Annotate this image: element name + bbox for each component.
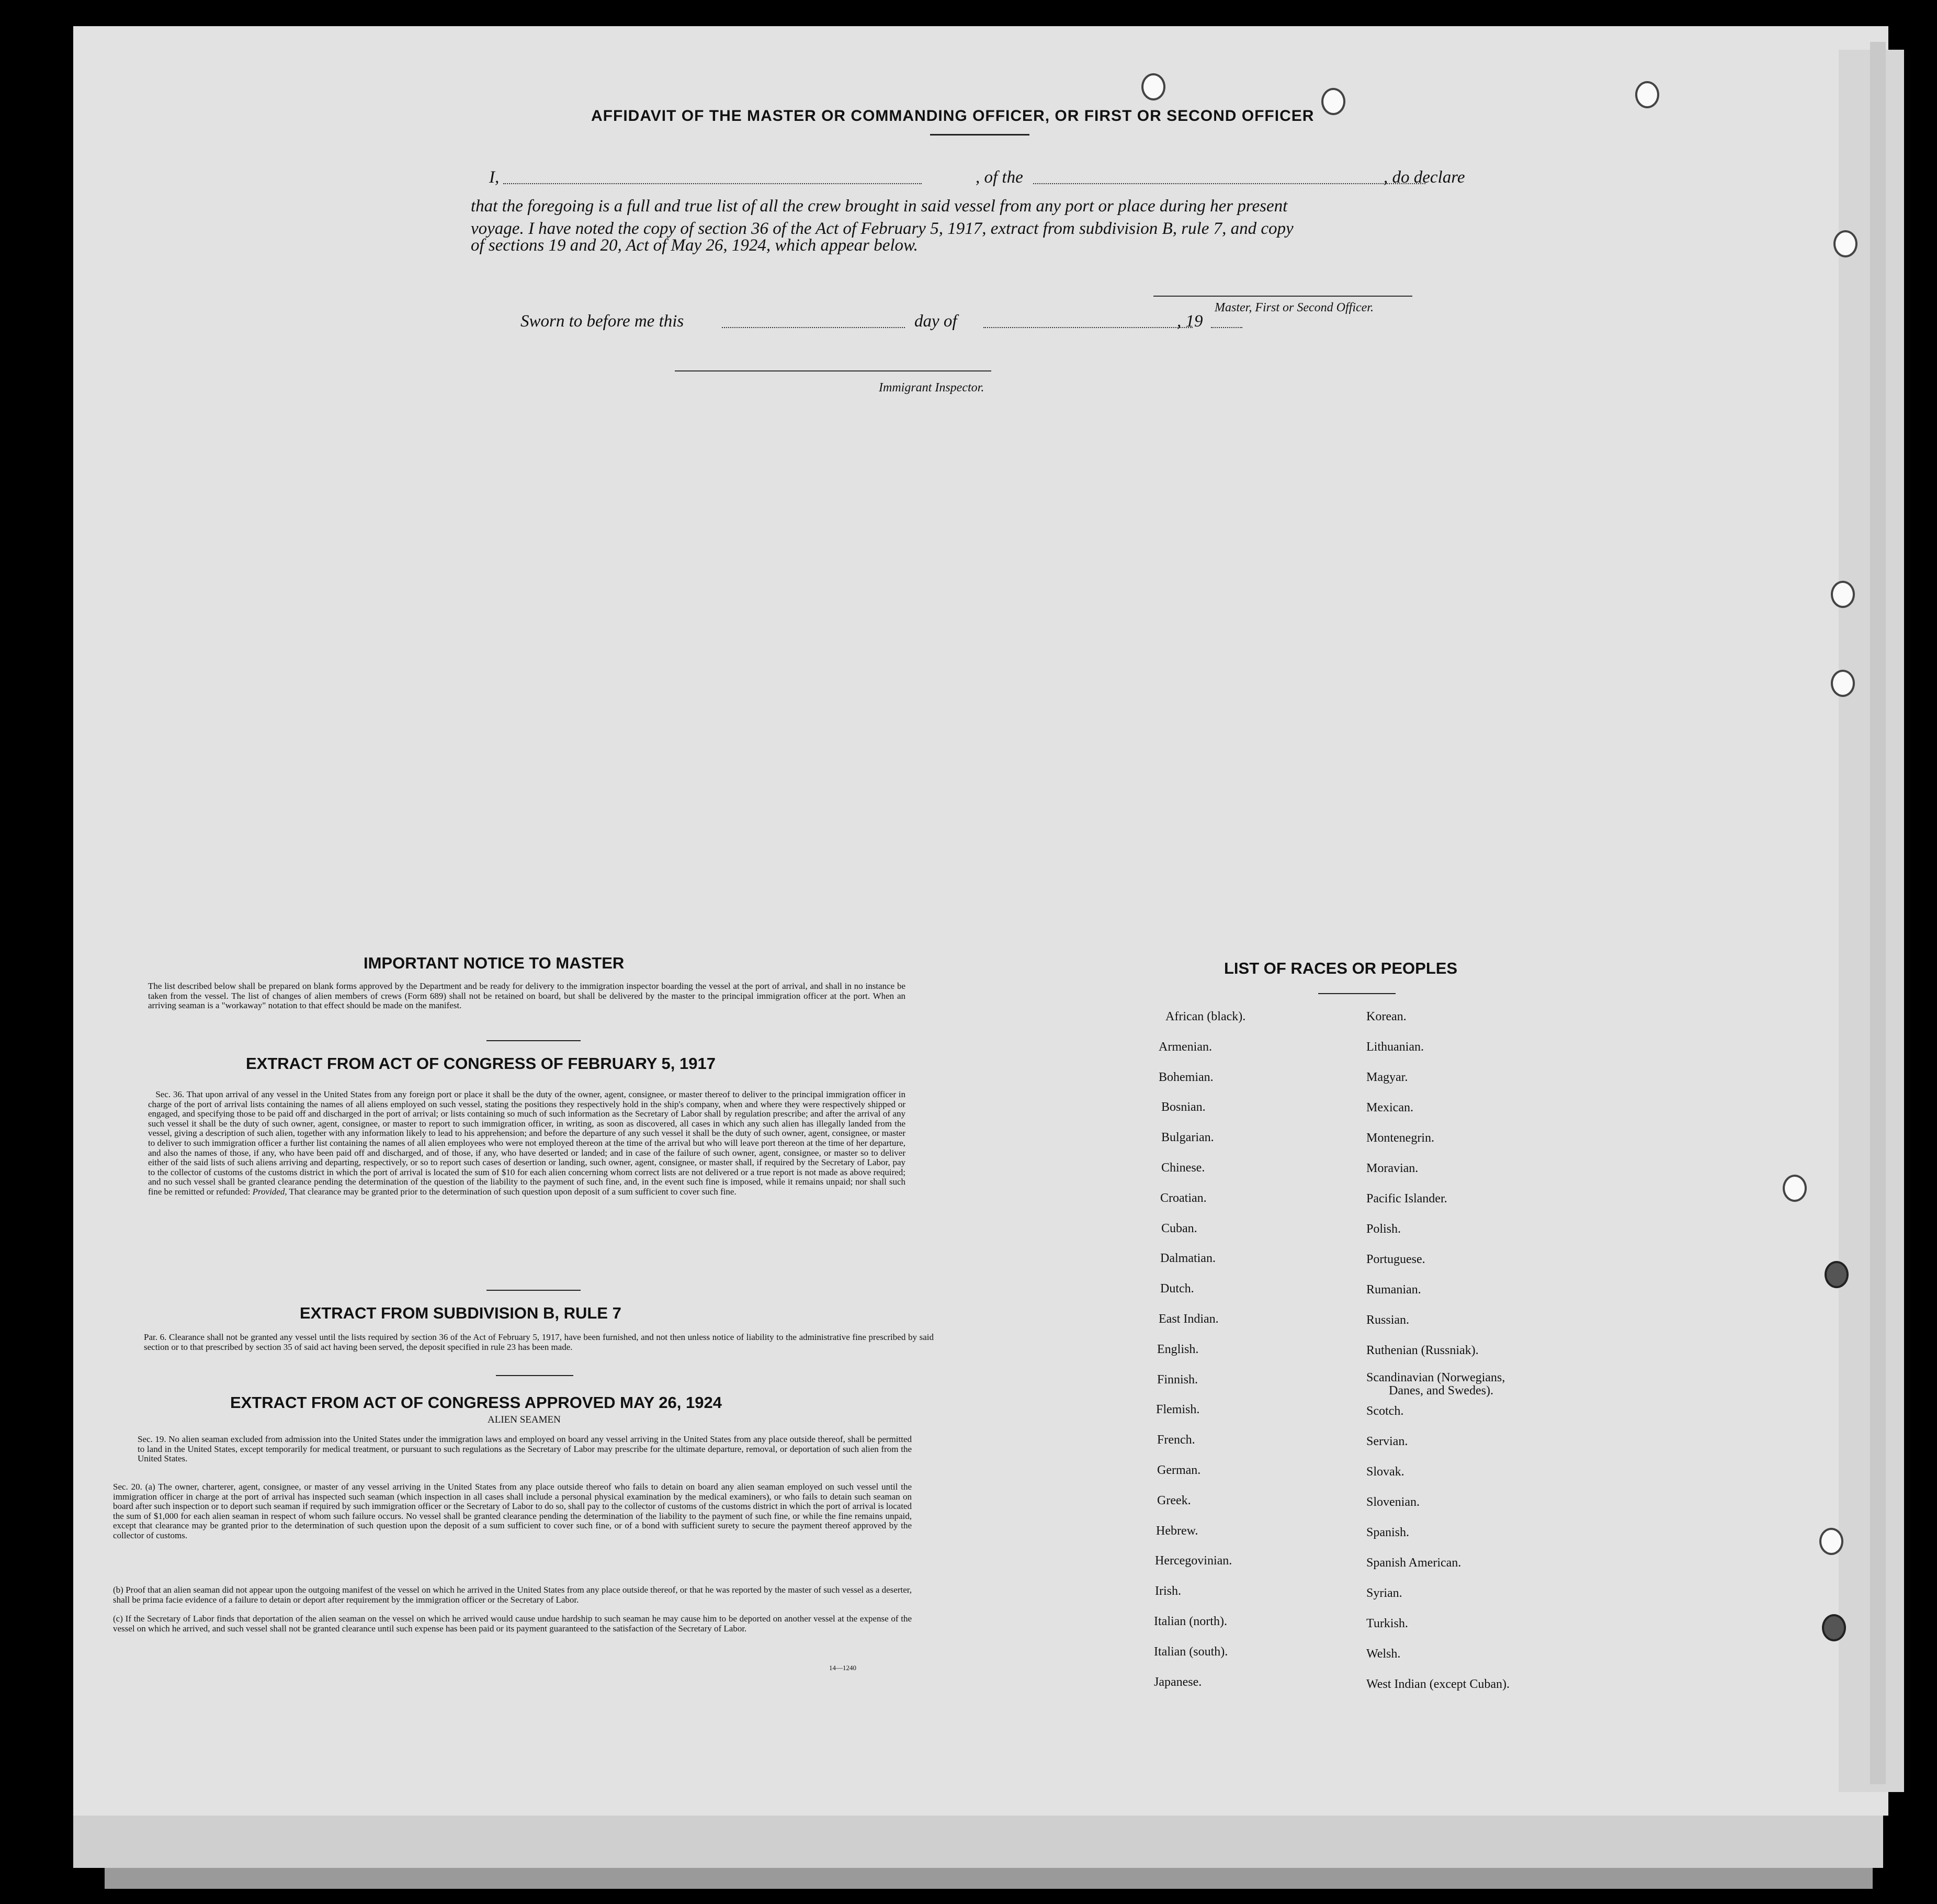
sec20c-text: (c) If the Secretary of Labor finds that deportation of the alien seaman on the vessel on which he arrived would cause undue hardship to such seaman he may cause him to be deported on another vessel at the expense of the vessel on which he arrived, and such vessel shall not be granted clearance until such expense has been paid or its payment guaranteed to the satisfaction of the Secretary of Labor. bbox=[113, 1614, 912, 1633]
race-item: Japanese. bbox=[1154, 1675, 1202, 1689]
race-item: Hebrew. bbox=[1156, 1524, 1198, 1538]
rule7-title: EXTRACT FROM SUBDIVISION B, RULE 7 bbox=[300, 1304, 621, 1322]
race-item: Portuguese. bbox=[1366, 1253, 1425, 1266]
race-item: Dutch. bbox=[1160, 1282, 1194, 1296]
notice-text: The list described below shall be prepared on blank forms approved by the Department and be ready for delivery to the immigration inspector boarding the vessel at the port of arrival, and shall in no instance be taken from the vessel. The list of changes of alien members of crews (Form 689) shall not be retained on board, but shall be delivered by the master to the principal immigration officer at the port. When an arriving seaman is a "workaway" notation to that effect should be made on the manifest. bbox=[148, 981, 905, 1011]
race-item: Lithuanian. bbox=[1366, 1040, 1424, 1054]
race-item: Chinese. bbox=[1161, 1161, 1205, 1175]
race-item: Polish. bbox=[1366, 1222, 1401, 1236]
race-item: Syrian. bbox=[1366, 1586, 1402, 1600]
affidavit-declare: , do declare bbox=[1384, 168, 1465, 187]
day-of-text: day of bbox=[914, 312, 957, 331]
race-item: Servian. bbox=[1366, 1435, 1408, 1448]
race-item: Bulgarian. bbox=[1161, 1131, 1214, 1145]
underlying-sheet-bottom bbox=[73, 1816, 1883, 1868]
race-item: Dalmatian. bbox=[1160, 1252, 1216, 1266]
race-item: Montenegrin. bbox=[1366, 1131, 1434, 1145]
name-blank bbox=[503, 183, 922, 184]
race-item: Scandinavian (Norwegians, bbox=[1366, 1371, 1505, 1384]
affidavit-of-the: , of the bbox=[976, 168, 1023, 187]
vessel-blank bbox=[1033, 183, 1425, 184]
form-number: 14—1240 bbox=[829, 1664, 856, 1672]
race-item: Bosnian. bbox=[1161, 1100, 1206, 1114]
affidavit-title: AFFIDAVIT OF THE MASTER OR COMMANDING OFFICER, OR FIRST OR SECOND OFFICER bbox=[591, 107, 1315, 125]
provided-text: Provided, bbox=[252, 1186, 287, 1197]
underlying-sheet-bottom bbox=[105, 1868, 1873, 1889]
race-item: French. bbox=[1157, 1433, 1195, 1447]
race-item: Flemish. bbox=[1156, 1403, 1200, 1417]
punch-hole-icon bbox=[1141, 73, 1165, 100]
extract-1917-text bbox=[148, 1090, 905, 1197]
race-item: Russian. bbox=[1366, 1313, 1410, 1327]
divider bbox=[486, 1040, 581, 1041]
punch-hole-icon bbox=[1321, 88, 1345, 115]
underlying-sheet-edge bbox=[1870, 42, 1886, 1784]
race-item: Hercegovinian. bbox=[1155, 1554, 1232, 1568]
race-item: Armenian. bbox=[1159, 1040, 1212, 1054]
affidavit-line-3: voyage. I have noted the copy of section 36 of the Act of February 5, 1917, extract from subdivision B, rule 7, and copy bbox=[471, 219, 1294, 238]
sec20a-text: Sec. 20. (a) The owner, charterer, agent, consignee, or master of any vessel arriving in the United States from any place outside thereof who fails to detain on board any alien seaman employed on such vessel until the immigration officer in charge at the port of arrival has inspected such seaman (which inspection in all cases shall include a personal physical examination by the medical examiners), or who fails to detain such seaman on board after such inspection or to deport such seaman if required by such immigration officer or the Secretary of Labor to do so, shall pay to the collector of customs of the customs district in which the port of arrival is located the sum of $1,000 for each alien seaman in respect of whom such failure occurs. No vessel shall be granted clearance pending the determination of the liability to the payment of such fine, or while the fine remains unpaid, except that clearance may be granted prior to the determination of such question upon the deposit of a sum sufficient to cover such fine, or of a bond with sufficient surety to secure the payment thereof approved by the collector of customs. bbox=[113, 1482, 912, 1540]
punch-hole-icon bbox=[1783, 1175, 1807, 1202]
race-item: Scotch. bbox=[1366, 1404, 1404, 1418]
race-item: German. bbox=[1157, 1463, 1201, 1477]
date-blank bbox=[722, 327, 905, 328]
race-item: Mexican. bbox=[1366, 1101, 1413, 1114]
sec20b-text: (b) Proof that an alien seaman did not appear upon the outgoing manifest of the vessel on which he arrived in the United States from any place outside thereof, or that he was reported by the master of such vessel as a deserter, shall be prima facie evidence of a failure to detain or deport after requirement by the immigration officer or the Secretary of Labor. bbox=[113, 1585, 912, 1605]
divider bbox=[1318, 993, 1396, 994]
affidavit-i: I, bbox=[489, 168, 500, 187]
race-item: Irish. bbox=[1155, 1584, 1181, 1598]
race-item: Spanish. bbox=[1366, 1526, 1410, 1539]
divider bbox=[496, 1375, 573, 1376]
punch-hole-icon bbox=[1833, 230, 1857, 257]
race-item: Italian (north). bbox=[1154, 1615, 1227, 1628]
punch-hole-icon bbox=[1822, 1614, 1846, 1641]
document-sheet bbox=[73, 26, 1888, 1816]
sworn-text: Sworn to before me this bbox=[520, 312, 684, 331]
affidavit-line-4: of sections 19 and 20, Act of May 26, 1924, which appear below. bbox=[471, 236, 918, 255]
inspector-signature-line bbox=[675, 370, 991, 371]
race-item: Bohemian. bbox=[1159, 1070, 1214, 1084]
race-item: Finnish. bbox=[1157, 1372, 1198, 1387]
race-item: Rumanian. bbox=[1366, 1283, 1421, 1297]
divider bbox=[486, 1290, 581, 1291]
race-item: Greek. bbox=[1157, 1493, 1191, 1507]
master-label: Master, First or Second Officer. bbox=[1215, 301, 1374, 314]
rule7-text: Par. 6. Clearance shall not be granted any vessel until the lists required by section 36 of the Act of February 5, 1917, have been furnished, and not then unless notice of liability to the administrative fine prescribed by said section or to that prescribed by section 35 of said act having been served, the deposit specified in rule 23 has been made. bbox=[144, 1332, 934, 1352]
punch-hole-icon bbox=[1831, 670, 1855, 697]
punch-hole-icon bbox=[1635, 81, 1659, 108]
extract-1924-title: EXTRACT FROM ACT OF CONGRESS APPROVED MAY 26, 1924 bbox=[230, 1393, 722, 1412]
race-item: Croatian. bbox=[1160, 1191, 1207, 1205]
notice-title: IMPORTANT NOTICE TO MASTER bbox=[364, 954, 625, 972]
sec19-text: Sec. 19. No alien seaman excluded from admission into the United States under the immigration laws and employed on board any vessel arriving in the United States from any place outside thereof, shall be permitted to land in the United States, except temporarily for medical treatment, or pursuant to such regulations as the Secretary of Labor may prescribe for the ultimate departure, removal, or deportation of such alien from the United States. bbox=[138, 1434, 912, 1464]
punch-hole-icon bbox=[1831, 581, 1855, 608]
race-item: Slovak. bbox=[1366, 1465, 1404, 1479]
race-item: Ruthenian (Russniak). bbox=[1366, 1344, 1479, 1357]
race-item: West Indian (except Cuban). bbox=[1366, 1677, 1510, 1691]
year-text: , 19 bbox=[1177, 312, 1203, 331]
race-item: Welsh. bbox=[1366, 1647, 1401, 1661]
master-signature-line bbox=[1153, 296, 1412, 297]
section-text-end: That clearance may be granted prior to the determination of such question upon deposit of a sum sufficient to cover such fine. bbox=[289, 1186, 737, 1197]
section-label: Sec. 36. bbox=[155, 1089, 185, 1099]
race-item: Korean. bbox=[1366, 1010, 1407, 1023]
inspector-label: Immigrant Inspector. bbox=[879, 381, 984, 395]
race-item: East Indian. bbox=[1159, 1312, 1219, 1326]
race-item: Moravian. bbox=[1366, 1162, 1419, 1175]
race-item: Pacific Islander. bbox=[1366, 1192, 1447, 1206]
month-blank bbox=[983, 327, 1193, 328]
race-item: Cuban. bbox=[1161, 1221, 1197, 1235]
year-blank bbox=[1211, 327, 1242, 328]
divider bbox=[930, 134, 1029, 136]
race-item: Italian (south). bbox=[1154, 1644, 1228, 1659]
race-item: English. bbox=[1157, 1342, 1199, 1356]
race-item: Turkish. bbox=[1366, 1617, 1408, 1630]
races-title: LIST OF RACES OR PEOPLES bbox=[1224, 959, 1458, 977]
race-item: Spanish American. bbox=[1366, 1556, 1462, 1570]
punch-hole-icon bbox=[1825, 1261, 1849, 1288]
affidavit-line-2: that the foregoing is a full and true list of all the crew brought in said vessel from any port or place during her present bbox=[471, 197, 1288, 216]
race-item: Danes, and Swedes). bbox=[1389, 1384, 1493, 1398]
section-text: That upon arrival of any vessel in the United States from any foreign port or place it shall be the duty of the owner, agent, consignee, or master thereof to deliver to the principal immigration officer in charge of the port of arrival lists containing the names of all aliens employed on such vessel, stating the positions they respectively hold in the ship's company, when and where they were respectively shipped or engaged, and specifying those to be paid off and discharged in the port of arrival; or lists containing so much of such information as the Secretary of Labor shall by regulation prescribe; and after the arrival of any such vessel it shall be the duty of such owner, agent, consignee, or master to report to such immigration officer, in writing, as soon as discovered, all cases in which any such alien has illegally landed from the vessel, giving a description of such alien, together with any information likely to lead to his apprehension; and before the departure of any such vessel it shall be the duty of such owner, agent, consignee, or master to deliver to such immigration officer a further list containing the names of all alien employees who were not employed thereon at the time of the arrival but who will leave port thereon at the time of her departure, and also the names of those, if any, who have been paid off and discharged, and of those, if any, who have deserted or landed; and in case of the failure of such owner, agent, consignee, or master so to deliver either of the said lists of such aliens arriving and departing, respectively, or so to report such cases of desertion or landing, such owner, agent, consignee, or master shall, if required by the Secretary of Labor, pay to the collector of customs of the customs district in which the port of arrival is located the sum of $10 for each alien concerning whom correct lists are not delivered or a true report is not made as above required; and no such vessel shall be granted clearance pending the determination of the question of the liability to the payment of such fine, and, in the event such fine is imposed, while it remains unpaid; nor shall such fine be remitted or refunded: bbox=[148, 1089, 905, 1197]
alien-seamen-subtitle: ALIEN SEAMEN bbox=[488, 1414, 561, 1425]
race-item: Magyar. bbox=[1366, 1071, 1408, 1084]
race-item: Slovenian. bbox=[1366, 1495, 1420, 1509]
punch-hole-icon bbox=[1819, 1528, 1843, 1555]
race-item: African (black). bbox=[1165, 1010, 1246, 1023]
extract-1917-title: EXTRACT FROM ACT OF CONGRESS OF FEBRUARY 5, 1917 bbox=[246, 1054, 716, 1073]
